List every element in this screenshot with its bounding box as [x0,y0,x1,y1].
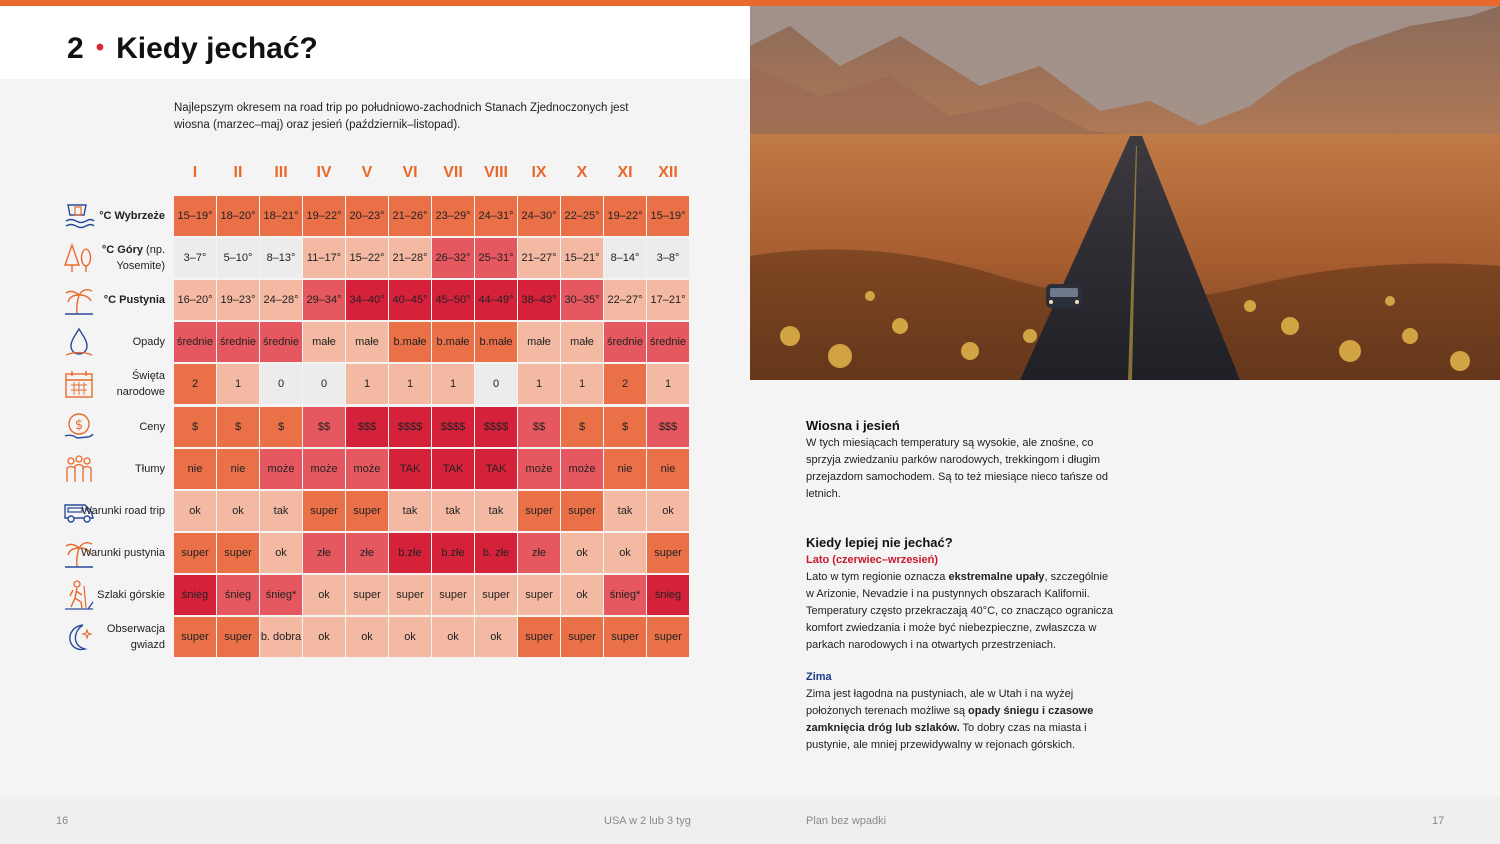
svg-text:$: $ [74,417,84,433]
table-cell: może [260,449,302,489]
row-label-bold: °C Pustynia [103,294,165,307]
table-cell: super [561,491,603,531]
row-label-rest: Opady [132,336,165,349]
table-cell: 3–7° [174,238,216,278]
month-label: XII [658,164,678,181]
table-cell: nie [604,449,646,489]
table-cell: ok [475,617,517,657]
table-cell: super [346,575,388,615]
month-label: V [361,164,373,181]
table-cell: 24–31° [475,196,517,236]
row-label-text [81,406,165,448]
table-cell: 1 [561,364,603,404]
table-cell: $$ [303,407,345,447]
table-cell: $$$ [346,407,388,447]
when-not-section [806,534,1118,654]
table-cell: b.małe [475,322,517,362]
row-label-rest: Tłumy [135,462,165,475]
row-label-text [81,321,165,363]
spring-autumn-section [806,417,1118,503]
page-footer [0,797,1500,844]
table-cell: średnie [647,322,689,362]
table-cell: ok [561,575,603,615]
table-cell: 16–20° [174,280,216,320]
row-label [60,616,170,658]
table-cell: 0 [260,364,302,404]
row-label-text [81,237,165,279]
table-cell: 18–21° [260,196,302,236]
table-cell: super [389,575,431,615]
table-cell: 1 [432,364,474,404]
row-label-text [81,532,165,574]
table-cell: ok [346,617,388,657]
table-cell: super [647,617,689,657]
table-cell: złe [303,533,345,573]
table-cell: super [432,575,474,615]
row-label [60,490,170,532]
table-cell: ok [604,533,646,573]
table-cell: 20–23° [346,196,388,236]
table-cell: TAK [389,449,431,489]
row-label-bold: °C Wybrzeże [99,210,165,222]
table-cell: złe [346,533,388,573]
summer-text [806,569,1118,654]
table-cell: super [217,617,259,657]
table-cell: nie [174,449,216,489]
table-cell: ok [303,575,345,615]
table-cell: średnie [217,322,259,362]
month-label: VII [443,164,463,181]
table-cell: super [518,617,560,657]
table-cell: TAK [432,449,474,489]
intro-text: Najlepszym okresem na road trip po południowo-zachodnich Stanach Zjednoczonych jest wiosna (marzec–maj) oraz jesień (październik–listopad). [174,102,629,131]
table-cell: 2 [174,364,216,404]
row-label-rest: (np. Yosemite) [116,244,165,273]
winter-text-bold: opady śniegu i czasowe zamknięcia dróg lub szlaków. [806,705,1094,734]
table-cell: 11–17° [303,238,345,278]
table-cell: małe [561,322,603,362]
table-cell: śnieg [174,575,216,615]
table-cell: $$ [518,407,560,447]
winter-subheading: Zima [806,671,832,683]
row-label-rest: Ceny [139,420,165,433]
left-footer-title: USA w 2 lub 3 tyg [604,815,691,827]
table-cell: nie [217,449,259,489]
row-label [60,321,170,363]
spring-autumn-text: W tych miesiącach temperatury są wysokie, ale znośne, co sprzyja zwiedzaniu parków narodowych, trekkingom i długim przejazdom samochodem. Są to też miesiące nieco tańsze od letnich. [806,437,1109,500]
right-footer-title: Plan bez wpadki [806,815,887,827]
table-cell: 23–29° [432,196,474,236]
table-cell: może [346,449,388,489]
table-cell: $ [174,407,216,447]
table-cell: 3–8° [647,238,689,278]
row-label [60,363,170,405]
table-cell: śnieg* [260,575,302,615]
table-cell: średnie [604,322,646,362]
left-page-number: 16 [56,815,69,827]
row-label-rest: Warunki road trip [81,504,165,517]
month-label: II [233,164,243,181]
table-cell: 30–35° [561,280,603,320]
winter-text-start: Zima jest łagodna na pustyniach, ale w Utah i na wyżej położonych terenach możliwe są [806,688,1074,717]
table-cell: super [647,533,689,573]
row-label-rest: Święta narodowe [116,370,165,399]
summer-text-end: , szczególnie w Arizonie, Nevadzie i na pustynnych obszarach Kalifornii. Temperatury często przekraczają 40°C, co znacząco ogranicza komfort zwiedzania i może być niebezpieczne, zwłaszcza w parkach narodowych i na otwartych przestrzeniach. [806,571,1114,651]
table-cell: ok [561,533,603,573]
when-not-heading: Kiedy lepiej nie jechać? [806,535,953,550]
month-label: X [576,164,588,181]
winter-text [806,686,1118,754]
table-cell: super [561,617,603,657]
table-cell: $$$ [647,407,689,447]
month-label: VI [402,164,418,181]
month-label: IV [316,164,332,181]
table-cell: 26–32° [432,238,474,278]
row-label-rest: Warunki pustynia [81,546,165,559]
table-cell: super [217,533,259,573]
table-cell: 19–23° [217,280,259,320]
table-cell: super [518,491,560,531]
table-cell: 21–28° [389,238,431,278]
table-cell: ok [303,617,345,657]
row-label [60,448,170,490]
table-cell: $$$$ [475,407,517,447]
table-cell: 17–21° [647,280,689,320]
table-cell: 1 [217,364,259,404]
table-cell: 19–22° [604,196,646,236]
table-cell: $ [260,407,302,447]
table-cell: $ [561,407,603,447]
table-cell: tak [260,491,302,531]
row-label [60,574,170,616]
table-cell: b.złe [432,533,474,573]
table-cell: średnie [260,322,302,362]
winter-section [806,669,1118,754]
row-label-text [81,363,165,405]
table-cell: 2 [604,364,646,404]
desert-road-photo [750,6,1500,380]
month-label: VIII [483,164,508,181]
table-cell: małe [303,322,345,362]
spring-autumn-heading: Wiosna i jesień [806,418,900,433]
chapter-title [67,32,318,66]
table-cell: $ [217,407,259,447]
winter-text-end: To dobry czas na miasta i pustynie, ale mniej przewidywalny w rejonach górskich. [806,722,1087,751]
table-cell: super [604,617,646,657]
table-cell: 22–25° [561,196,603,236]
row-label-text [81,448,165,490]
table-cell: super [303,491,345,531]
month-label: III [274,164,288,181]
table-cell: może [518,449,560,489]
summer-text-start: Lato w tym regionie oznacza [806,571,949,583]
table-cell: super [475,575,517,615]
table-cell: 21–26° [389,196,431,236]
row-label [60,279,170,321]
table-cell: 0 [475,364,517,404]
row-label-text [81,279,165,321]
table-cell: może [561,449,603,489]
table-cell: b.małe [389,322,431,362]
table-cell: małe [518,322,560,362]
month-label: XI [617,164,633,181]
table-cell: śnieg [217,575,259,615]
table-cell: b.złe [389,533,431,573]
table-cell: 1 [518,364,560,404]
table-cell: śnieg [647,575,689,615]
table-cell: złe [518,533,560,573]
table-cell: 21–27° [518,238,560,278]
table-cell: śnieg* [604,575,646,615]
table-cell: 15–22° [346,238,388,278]
table-cell: 5–10° [217,238,259,278]
table-cell: 1 [389,364,431,404]
summer-text-bold: ekstremalne upały [948,571,1045,583]
table-cell: 34–40° [346,280,388,320]
table-cell: nie [647,449,689,489]
table-cell: 1 [346,364,388,404]
table-cell: 38–43° [518,280,560,320]
table-cell: 24–30° [518,196,560,236]
table-cell: 8–14° [604,238,646,278]
table-cell: ok [174,491,216,531]
table-cell: małe [346,322,388,362]
table-cell: może [303,449,345,489]
row-label [60,532,170,574]
table-cell: tak [389,491,431,531]
table-cell: super [346,491,388,531]
table-cell: 25–31° [475,238,517,278]
table-cell: ok [432,617,474,657]
month-label: IX [531,164,547,181]
row-label-text [81,195,165,237]
table-cell: 1 [647,364,689,404]
row-label-text [81,616,165,658]
row-label-rest: Obserwacja gwiazd [106,623,165,651]
table-cell: średnie [174,322,216,362]
table-cell: tak [604,491,646,531]
table-cell: ok [217,491,259,531]
table-cell: tak [475,491,517,531]
table-cell: super [518,575,560,615]
table-cell: 19–22° [303,196,345,236]
chapter-heading: Kiedy jechać? [116,32,318,65]
table-cell: tak [432,491,474,531]
chapter-number: 2 [67,32,84,65]
table-cell: 18–20° [217,196,259,236]
right-page-number: 17 [1432,815,1445,827]
table-cell: b. dobra [260,617,302,657]
table-cell: $$$$ [432,407,474,447]
table-cell: b. złe [475,533,517,573]
table-cell: 15–19° [647,196,689,236]
table-cell: TAK [475,449,517,489]
table-cell: super [174,617,216,657]
table-cell: $$$$ [389,407,431,447]
table-cell: 15–19° [174,196,216,236]
row-label [60,237,170,279]
table-cell: 45–50° [432,280,474,320]
table-cell: ok [389,617,431,657]
table-cell: super [174,533,216,573]
bullet-dot: • [95,34,105,61]
row-label-text [81,490,165,532]
table-cell: 24–28° [260,280,302,320]
row-label [60,406,170,448]
table-cell: 40–45° [389,280,431,320]
table-cell: ok [647,491,689,531]
month-label: I [192,164,198,181]
row-label-text [81,574,165,616]
table-cell: 0 [303,364,345,404]
table-cell: ok [260,533,302,573]
table-cell: b.małe [432,322,474,362]
row-label-bold: °C Góry [101,244,143,257]
table-cell: 44–49° [475,280,517,320]
table-cell: 22–27° [604,280,646,320]
summer-subheading: Lato (czerwiec–wrzesień) [806,554,939,566]
table-cell: 29–34° [303,280,345,320]
row-label [60,195,170,237]
table-cell: 8–13° [260,238,302,278]
table-cell: $ [604,407,646,447]
row-label-rest: Szlaki górskie [97,588,165,601]
table-cell: 15–21° [561,238,603,278]
